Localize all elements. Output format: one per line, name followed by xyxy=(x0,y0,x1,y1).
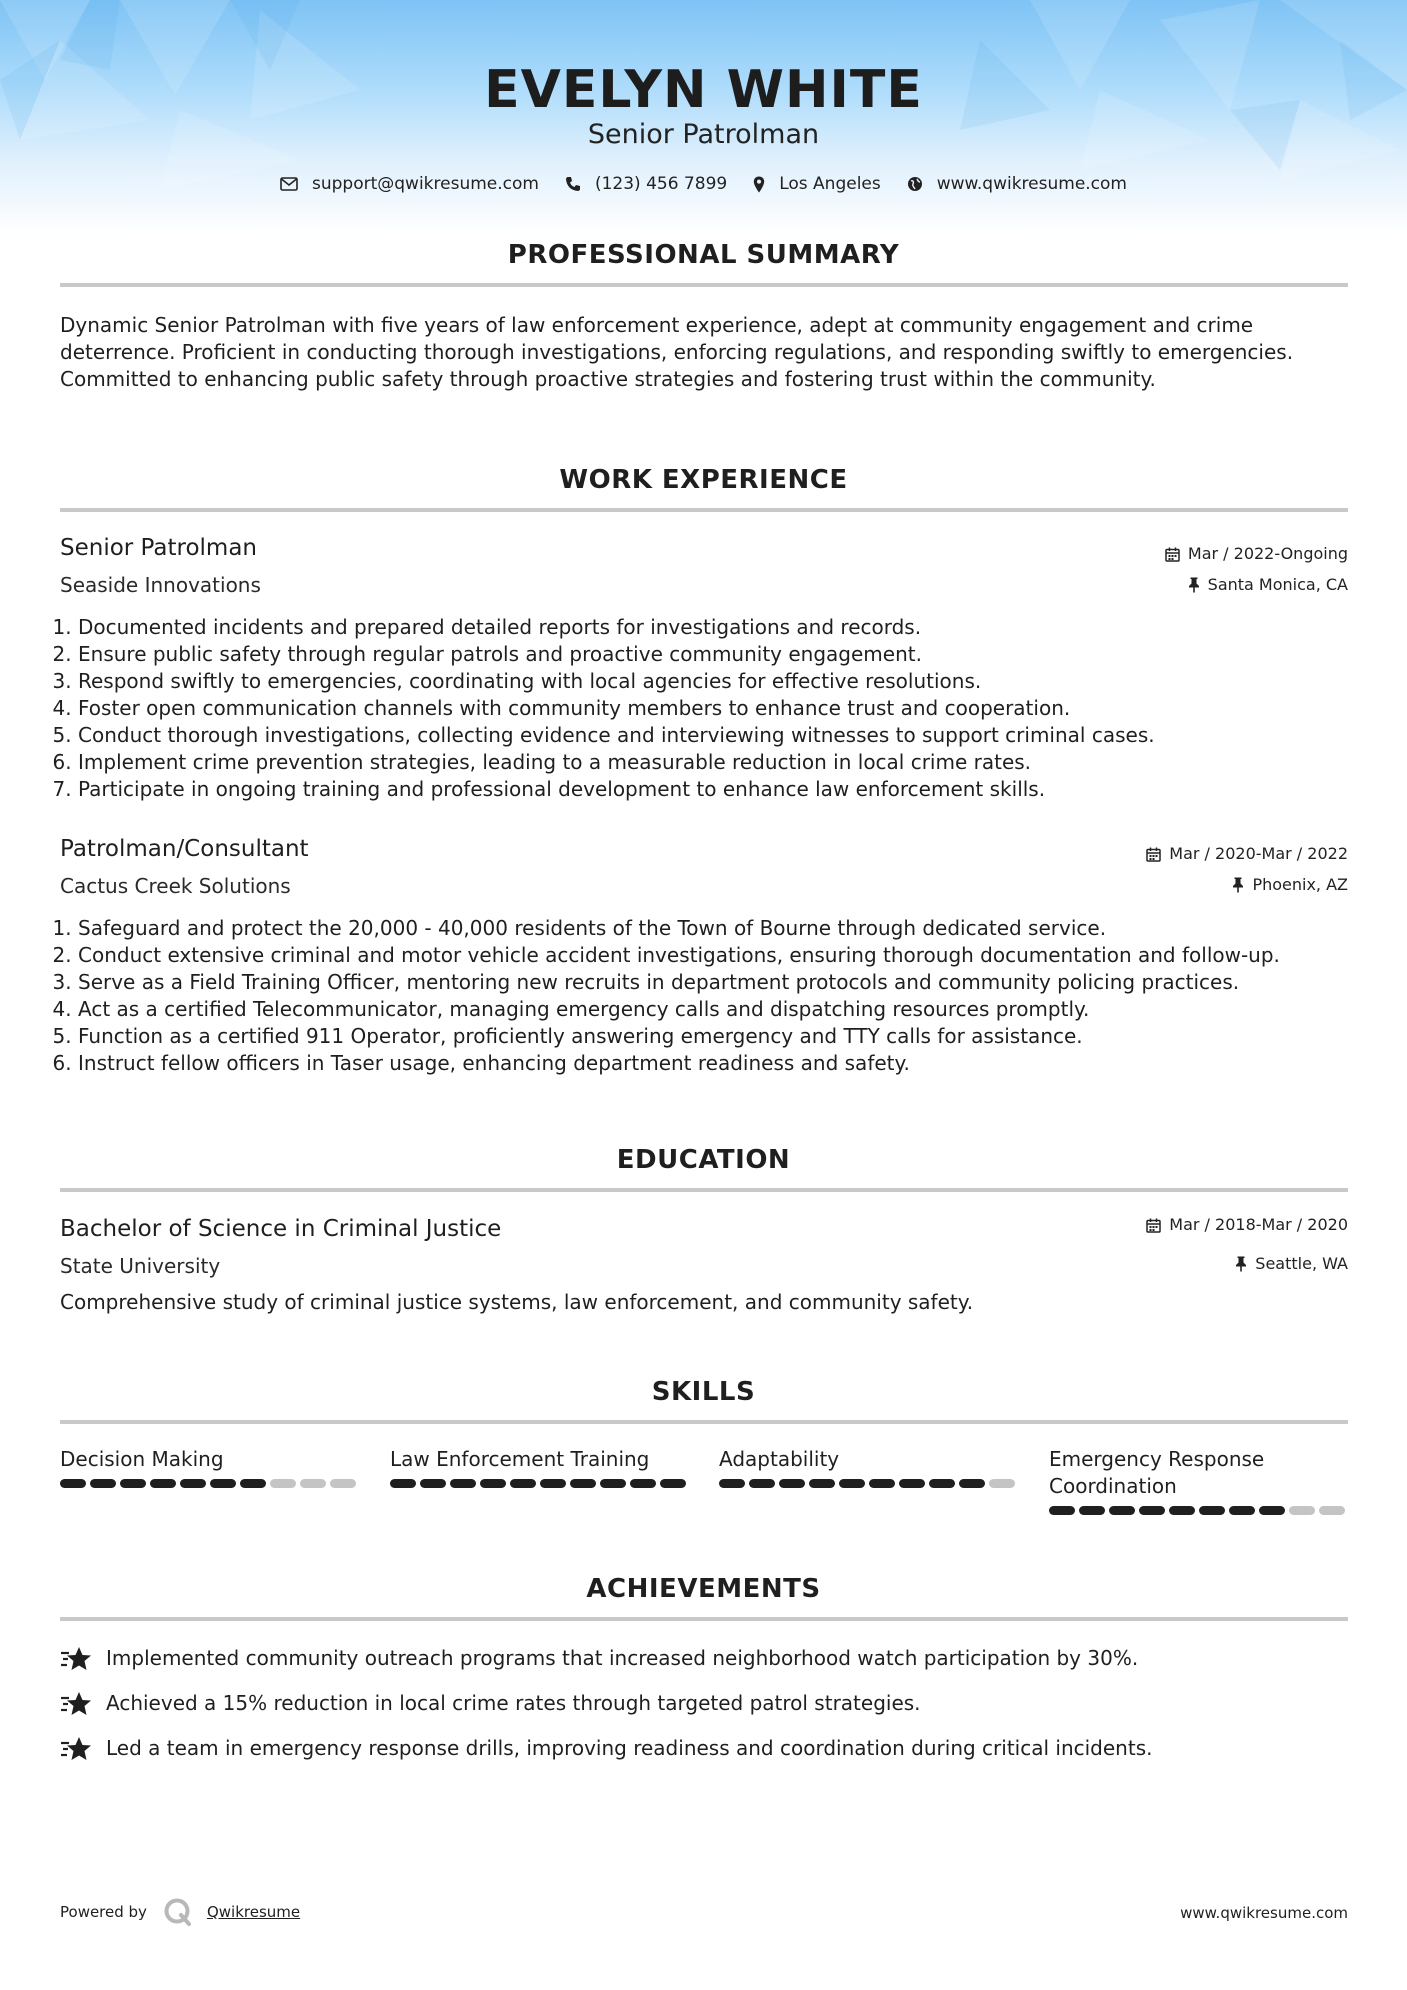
skill-level-dot-filled xyxy=(929,1479,955,1488)
skill-level-dot-filled xyxy=(390,1479,416,1488)
achievements-heading: ACHIEVEMENTS xyxy=(586,1574,821,1604)
phone-icon xyxy=(565,176,581,192)
job-company: Cactus Creek Solutions xyxy=(60,874,291,898)
summary-divider xyxy=(60,283,1348,287)
skill-level-dot-filled xyxy=(540,1479,566,1488)
education-location xyxy=(1235,1253,1348,1275)
skill-level-dot-filled xyxy=(1229,1506,1255,1515)
skill-level-dot-filled xyxy=(1109,1506,1135,1515)
list-item: 3. Respond swiftly to emergencies, coordinating with local agencies for effective resolutions. xyxy=(78,668,1378,695)
education-divider xyxy=(60,1188,1348,1192)
skill-level-bar xyxy=(60,1479,360,1488)
contact-email[interactable] xyxy=(280,174,539,194)
skill-level-dot-filled xyxy=(809,1479,835,1488)
skill-level-dot-filled xyxy=(420,1479,446,1488)
job-location xyxy=(1188,574,1348,596)
list-item: 2. Ensure public safety through regular patrols and proactive community engagement. xyxy=(78,641,1378,668)
skill-name: Law Enforcement Training xyxy=(390,1447,650,1471)
skill-level-dot-filled xyxy=(630,1479,656,1488)
skill-level-bar xyxy=(719,1479,1019,1488)
job-dates xyxy=(1146,843,1348,865)
skill-level-dot-empty xyxy=(270,1479,296,1488)
list-item: 5. Function as a certified 911 Operator, proficiently answering emergency and TTY calls for assistance. xyxy=(78,1023,1378,1050)
skills-heading: SKILLS xyxy=(651,1377,756,1407)
skill-level-dot-filled xyxy=(899,1479,925,1488)
experience-heading: WORK EXPERIENCE xyxy=(559,465,848,495)
skill-level-dot-filled xyxy=(90,1479,116,1488)
job-location-text: Santa Monica, CA xyxy=(1207,575,1348,594)
skill-level-dot-filled xyxy=(1199,1506,1225,1515)
job-location-text: Phoenix, AZ xyxy=(1252,875,1348,894)
achievement-text: Achieved a 15% reduction in local crime rates through targeted patrol strategies. xyxy=(106,1691,921,1715)
calendar-icon xyxy=(1146,1218,1161,1233)
skill-level-dot-filled xyxy=(779,1479,805,1488)
skill-level-dot-filled xyxy=(1049,1506,1075,1515)
skill-level-bar xyxy=(1049,1506,1349,1515)
skill-level-dot-filled xyxy=(959,1479,985,1488)
list-item: 7. Participate in ongoing training and professional development to enhance law enforcement skills. xyxy=(78,776,1378,803)
skill-level-dot-filled xyxy=(719,1479,745,1488)
job-title: Senior Patrolman xyxy=(60,535,257,561)
skill-level-bar xyxy=(390,1479,690,1488)
skill-item xyxy=(1049,1446,1349,1515)
list-item: 1. Safeguard and protect the 20,000 - 40,000 residents of the Town of Bourne through dedicated service. xyxy=(78,915,1378,942)
achievement-item xyxy=(60,1690,921,1717)
achievement-text: Implemented community outreach programs that increased neighborhood watch participation by 30%. xyxy=(106,1646,1139,1670)
skill-level-dot-filled xyxy=(210,1479,236,1488)
education-dates xyxy=(1146,1214,1348,1236)
email-text: support@qwikresume.com xyxy=(312,174,539,194)
footer-website[interactable]: www.qwikresume.com xyxy=(1180,1904,1348,1922)
list-item: 6. Instruct fellow officers in Taser usage, enhancing department readiness and safety. xyxy=(78,1050,1378,1077)
summary-text: Dynamic Senior Patrolman with five years of law enforcement experience, adept at community engagement and crime deterrence. Proficient in conducting thorough investigations, enforcing regulations, and responding swiftly to emergencies. Committed to enhancing public safety through proactive strategies and fostering trust within the community. xyxy=(60,313,1294,391)
list-item: 4. Foster open communication channels with community members to enhance trust and cooperation. xyxy=(78,695,1378,722)
skill-level-dot-filled xyxy=(839,1479,865,1488)
star-icon xyxy=(60,1691,92,1717)
job-title: Patrolman/Consultant xyxy=(60,836,309,862)
skill-item xyxy=(60,1446,360,1488)
skill-level-dot-filled xyxy=(480,1479,506,1488)
job-bullet-list xyxy=(50,915,1378,1077)
skill-level-dot-filled xyxy=(1139,1506,1165,1515)
skill-level-dot-filled xyxy=(1079,1506,1105,1515)
footer-powered-by xyxy=(60,1897,300,1927)
skill-level-dot-filled xyxy=(1169,1506,1195,1515)
map-pin-icon xyxy=(753,176,765,193)
globe-icon xyxy=(907,176,923,192)
education-description: Comprehensive study of criminal justice systems, law enforcement, and community safety. xyxy=(60,1290,974,1314)
achievement-item xyxy=(60,1735,1152,1762)
contact-phone[interactable] xyxy=(565,174,727,194)
skill-name: Adaptability xyxy=(719,1447,840,1471)
skill-level-dot-filled xyxy=(450,1479,476,1488)
list-item: 1. Documented incidents and prepared detailed reports for investigations and records. xyxy=(78,614,1378,641)
skill-item xyxy=(719,1446,1019,1488)
job-location xyxy=(1232,874,1348,896)
job-bullet-list xyxy=(50,614,1378,803)
website-text: www.qwikresume.com xyxy=(936,174,1127,194)
phone-text: (123) 456 7899 xyxy=(594,174,728,194)
skill-level-dot-empty xyxy=(330,1479,356,1488)
education-location-text: Seattle, WA xyxy=(1255,1254,1348,1273)
skill-level-dot-filled xyxy=(120,1479,146,1488)
qwikresume-logo-icon xyxy=(163,1897,193,1927)
list-item: 6. Implement crime prevention strategies, leading to a measurable reduction in local crime rates. xyxy=(78,749,1378,776)
job-dates xyxy=(1165,543,1348,565)
candidate-name: EVELYN WHITE xyxy=(484,60,923,120)
skill-level-dot-filled xyxy=(600,1479,626,1488)
school-name: State University xyxy=(60,1254,221,1278)
skill-level-dot-filled xyxy=(180,1479,206,1488)
contact-bar xyxy=(0,172,1407,196)
achievements-divider xyxy=(60,1617,1348,1621)
location-text: Los Angeles xyxy=(779,174,881,194)
education-heading: EDUCATION xyxy=(616,1145,791,1175)
contact-location xyxy=(753,174,881,194)
star-icon xyxy=(60,1646,92,1672)
powered-by-label: Powered by xyxy=(60,1903,147,1921)
calendar-icon xyxy=(1146,847,1161,862)
skill-item xyxy=(390,1446,690,1488)
experience-divider xyxy=(60,508,1348,512)
skill-level-dot-filled xyxy=(60,1479,86,1488)
star-icon xyxy=(60,1736,92,1762)
achievement-item xyxy=(60,1645,1138,1672)
list-item: 4. Act as a certified Telecommunicator, managing emergency calls and dispatching resources promptly. xyxy=(78,996,1378,1023)
list-item: 3. Serve as a Field Training Officer, mentoring new recruits in department protocols and community policing practices. xyxy=(78,969,1378,996)
skill-level-dot-filled xyxy=(869,1479,895,1488)
skills-divider xyxy=(60,1420,1348,1424)
envelope-icon xyxy=(280,177,298,191)
achievement-text: Led a team in emergency response drills, improving readiness and coordination during critical incidents. xyxy=(106,1736,1153,1760)
pushpin-icon xyxy=(1232,877,1244,893)
education-dates-text: Mar / 2018-Mar / 2020 xyxy=(1169,1215,1348,1234)
contact-website[interactable] xyxy=(907,174,1127,194)
skill-level-dot-filled xyxy=(150,1479,176,1488)
calendar-icon xyxy=(1165,547,1180,562)
skill-level-dot-filled xyxy=(240,1479,266,1488)
skill-level-dot-empty xyxy=(300,1479,326,1488)
skill-level-dot-filled xyxy=(1259,1506,1285,1515)
pushpin-icon xyxy=(1235,1256,1247,1272)
summary-heading: PROFESSIONAL SUMMARY xyxy=(507,240,900,270)
skill-name: Emergency Response Coordination xyxy=(1049,1447,1265,1498)
job-dates-text: Mar / 2022-Ongoing xyxy=(1187,544,1348,563)
job-company: Seaside Innovations xyxy=(60,573,261,597)
skill-level-dot-empty xyxy=(989,1479,1015,1488)
skill-name: Decision Making xyxy=(60,1447,224,1471)
pushpin-icon xyxy=(1188,577,1200,593)
degree-title: Bachelor of Science in Criminal Justice xyxy=(60,1216,502,1242)
skill-level-dot-empty xyxy=(1289,1506,1315,1515)
skill-level-dot-filled xyxy=(510,1479,536,1488)
skill-level-dot-filled xyxy=(660,1479,686,1488)
skill-level-dot-filled xyxy=(570,1479,596,1488)
job-dates-text: Mar / 2020-Mar / 2022 xyxy=(1169,844,1348,863)
qwikresume-link[interactable]: Qwikresume xyxy=(206,1903,301,1921)
skill-level-dot-filled xyxy=(749,1479,775,1488)
candidate-title: Senior Patrolman xyxy=(587,119,820,150)
skill-level-dot-empty xyxy=(1319,1506,1345,1515)
list-item: 2. Conduct extensive criminal and motor vehicle accident investigations, ensuring thorough documentation and follow-up. xyxy=(78,942,1378,969)
list-item: 5. Conduct thorough investigations, collecting evidence and interviewing witnesses to support criminal cases. xyxy=(78,722,1378,749)
